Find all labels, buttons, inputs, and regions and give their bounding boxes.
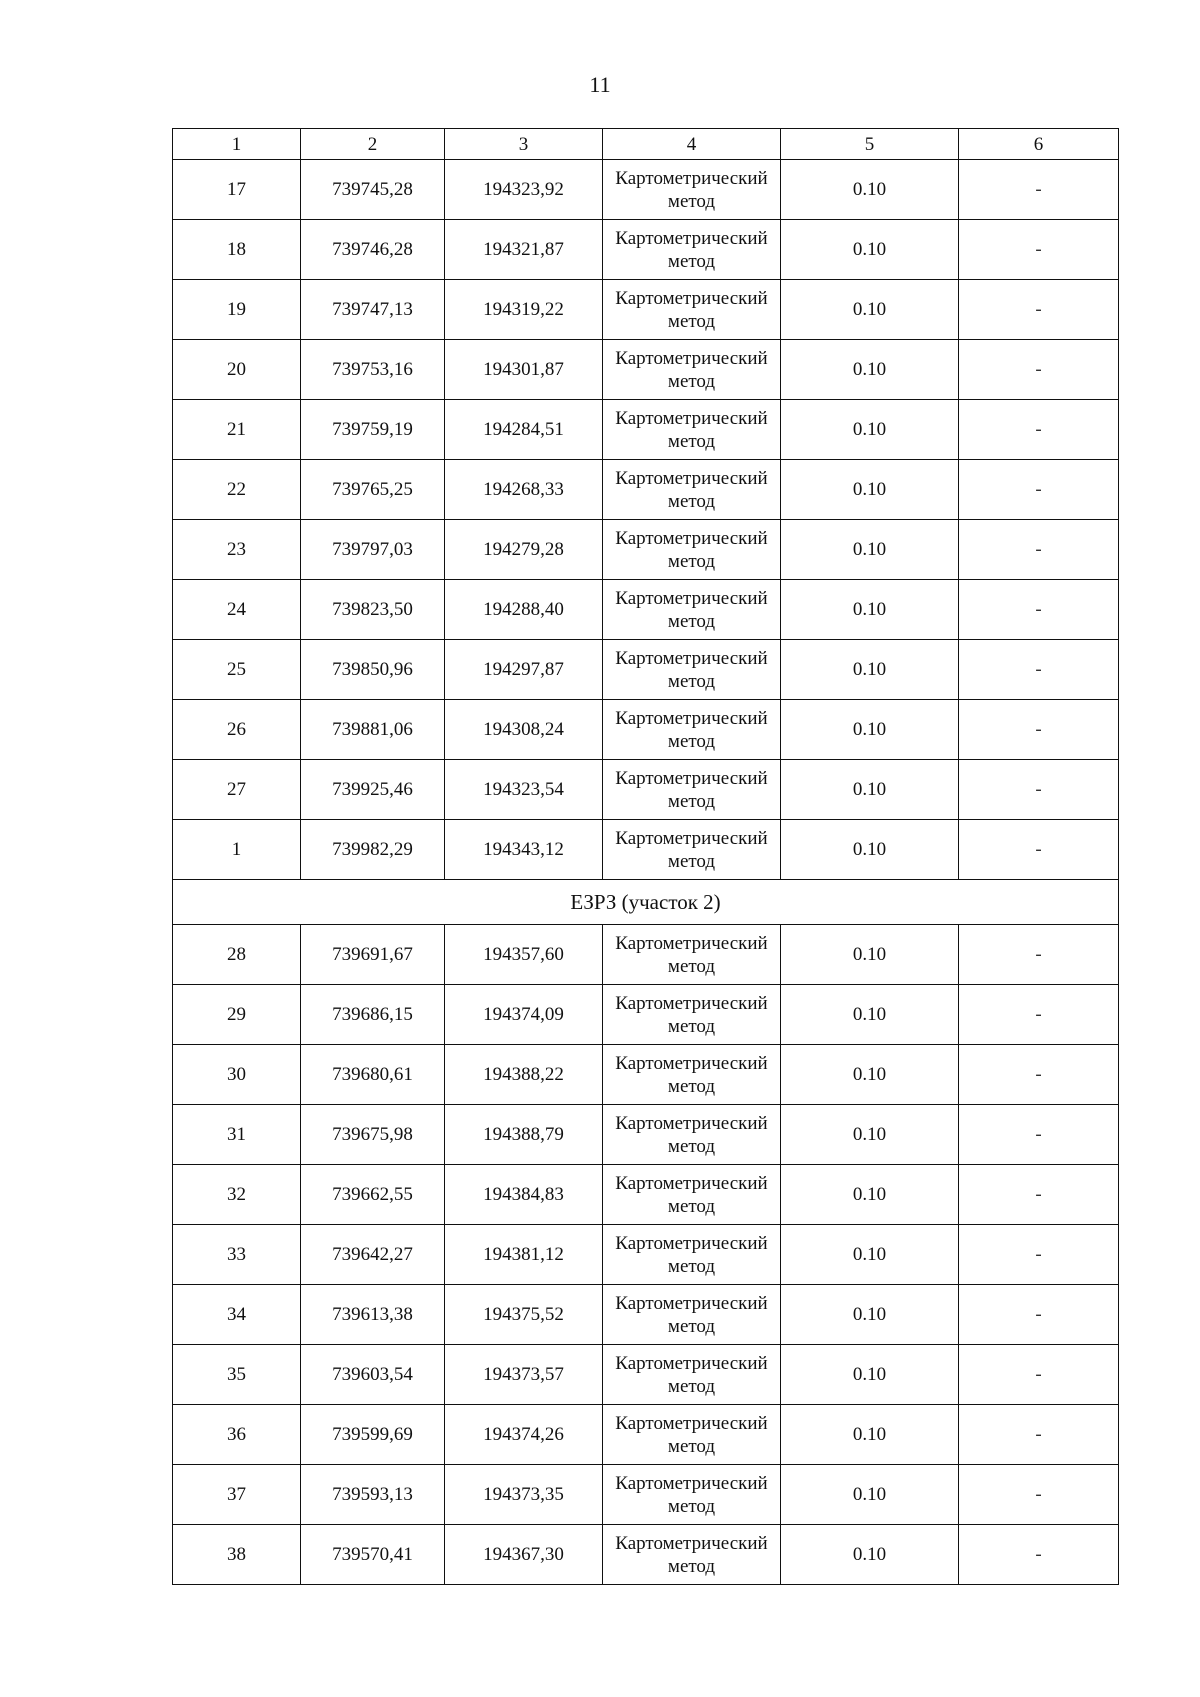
point-number-cell: 30 — [173, 1045, 301, 1105]
header-col-4: 4 — [603, 129, 781, 160]
note-cell: - — [959, 1285, 1119, 1345]
table-row — [173, 460, 1119, 520]
x-coordinate-cell: 739925,46 — [301, 760, 445, 820]
y-coordinate-cell: 194384,83 — [445, 1165, 603, 1225]
note-cell: - — [959, 925, 1119, 985]
y-coordinate-cell: 194319,22 — [445, 280, 603, 340]
accuracy-cell: 0.10 — [781, 220, 959, 280]
note-cell: - — [959, 1345, 1119, 1405]
y-coordinate-cell: 194374,09 — [445, 985, 603, 1045]
note-cell: - — [959, 340, 1119, 400]
point-number-cell: 26 — [173, 700, 301, 760]
accuracy-cell: 0.10 — [781, 1045, 959, 1105]
section-header — [173, 880, 1119, 925]
table-row — [173, 400, 1119, 460]
note-cell: - — [959, 520, 1119, 580]
table-row — [173, 1405, 1119, 1465]
note-cell: - — [959, 820, 1119, 880]
point-number-cell: 25 — [173, 640, 301, 700]
y-coordinate-cell: 194323,54 — [445, 760, 603, 820]
y-coordinate-cell: 194388,22 — [445, 1045, 603, 1105]
x-coordinate-cell: 739881,06 — [301, 700, 445, 760]
y-coordinate-cell: 194373,35 — [445, 1465, 603, 1525]
accuracy-cell: 0.10 — [781, 1285, 959, 1345]
point-number-cell: 35 — [173, 1345, 301, 1405]
y-coordinate-cell: 194388,79 — [445, 1105, 603, 1165]
point-number-cell: 24 — [173, 580, 301, 640]
note-cell: - — [959, 1225, 1119, 1285]
x-coordinate-cell: 739765,25 — [301, 460, 445, 520]
section-title: ЕЗРЗ (участок 2) — [173, 880, 1119, 925]
method-cell: Картометрический метод — [603, 985, 781, 1045]
accuracy-cell: 0.10 — [781, 1405, 959, 1465]
x-coordinate-cell: 739603,54 — [301, 1345, 445, 1405]
point-number-cell: 22 — [173, 460, 301, 520]
table-row — [173, 1525, 1119, 1585]
table-row — [173, 1465, 1119, 1525]
note-cell: - — [959, 400, 1119, 460]
table-row — [173, 1045, 1119, 1105]
page-number: 11 — [589, 72, 611, 97]
note-cell: - — [959, 1525, 1119, 1585]
x-coordinate-cell: 739982,29 — [301, 820, 445, 880]
x-coordinate-cell: 739747,13 — [301, 280, 445, 340]
y-coordinate-cell: 194288,40 — [445, 580, 603, 640]
method-cell: Картометрический метод — [603, 580, 781, 640]
table-row — [173, 640, 1119, 700]
note-cell: - — [959, 460, 1119, 520]
method-cell: Картометрический метод — [603, 640, 781, 700]
header-col-5: 5 — [781, 129, 959, 160]
table-row — [173, 985, 1119, 1045]
x-coordinate-cell: 739745,28 — [301, 160, 445, 220]
accuracy-cell: 0.10 — [781, 700, 959, 760]
table-row — [173, 580, 1119, 640]
accuracy-cell: 0.10 — [781, 640, 959, 700]
method-cell: Картометрический метод — [603, 280, 781, 340]
method-cell: Картометрический метод — [603, 1165, 781, 1225]
accuracy-cell: 0.10 — [781, 1105, 959, 1165]
accuracy-cell: 0.10 — [781, 1165, 959, 1225]
x-coordinate-cell: 739797,03 — [301, 520, 445, 580]
note-cell: - — [959, 640, 1119, 700]
header-col-3: 3 — [445, 129, 603, 160]
method-cell: Картометрический метод — [603, 760, 781, 820]
table-row — [173, 1345, 1119, 1405]
note-cell: - — [959, 1405, 1119, 1465]
point-number-cell: 33 — [173, 1225, 301, 1285]
x-coordinate-cell: 739759,19 — [301, 400, 445, 460]
method-cell: Картометрический метод — [603, 400, 781, 460]
header-col-6: 6 — [959, 129, 1119, 160]
point-number-cell: 21 — [173, 400, 301, 460]
point-number-cell: 38 — [173, 1525, 301, 1585]
accuracy-cell: 0.10 — [781, 160, 959, 220]
table-row — [173, 1105, 1119, 1165]
x-coordinate-cell: 739675,98 — [301, 1105, 445, 1165]
y-coordinate-cell: 194279,28 — [445, 520, 603, 580]
method-cell: Картометрический метод — [603, 1465, 781, 1525]
x-coordinate-cell: 739642,27 — [301, 1225, 445, 1285]
table-row — [173, 280, 1119, 340]
accuracy-cell: 0.10 — [781, 1525, 959, 1585]
y-coordinate-cell: 194367,30 — [445, 1525, 603, 1585]
x-coordinate-cell: 739753,16 — [301, 340, 445, 400]
section-row — [173, 880, 1119, 925]
note-cell: - — [959, 160, 1119, 220]
header-row — [173, 129, 1119, 160]
y-coordinate-cell: 194343,12 — [445, 820, 603, 880]
x-coordinate-cell: 739570,41 — [301, 1525, 445, 1585]
x-coordinate-cell: 739613,38 — [301, 1285, 445, 1345]
method-cell: Картометрический метод — [603, 1285, 781, 1345]
x-coordinate-cell: 739599,69 — [301, 1405, 445, 1465]
method-cell: Картометрический метод — [603, 1525, 781, 1585]
note-cell: - — [959, 580, 1119, 640]
y-coordinate-cell: 194357,60 — [445, 925, 603, 985]
note-cell: - — [959, 280, 1119, 340]
note-cell: - — [959, 1165, 1119, 1225]
note-cell: - — [959, 1465, 1119, 1525]
accuracy-cell: 0.10 — [781, 280, 959, 340]
accuracy-cell: 0.10 — [781, 1465, 959, 1525]
point-number-cell: 19 — [173, 280, 301, 340]
accuracy-cell: 0.10 — [781, 985, 959, 1045]
x-coordinate-cell: 739593,13 — [301, 1465, 445, 1525]
y-coordinate-cell: 194323,92 — [445, 160, 603, 220]
note-cell: - — [959, 1045, 1119, 1105]
y-coordinate-cell: 194268,33 — [445, 460, 603, 520]
point-number-cell: 1 — [173, 820, 301, 880]
table-row — [173, 340, 1119, 400]
table-body-block-1 — [173, 160, 1119, 880]
accuracy-cell: 0.10 — [781, 400, 959, 460]
note-cell: - — [959, 220, 1119, 280]
y-coordinate-cell: 194375,52 — [445, 1285, 603, 1345]
y-coordinate-cell: 194373,57 — [445, 1345, 603, 1405]
y-coordinate-cell: 194374,26 — [445, 1405, 603, 1465]
accuracy-cell: 0.10 — [781, 925, 959, 985]
point-number-cell: 18 — [173, 220, 301, 280]
note-cell: - — [959, 985, 1119, 1045]
accuracy-cell: 0.10 — [781, 1225, 959, 1285]
table-row — [173, 925, 1119, 985]
table-row — [173, 760, 1119, 820]
table-body-block-2 — [173, 925, 1119, 1585]
method-cell: Картометрический метод — [603, 340, 781, 400]
point-number-cell: 29 — [173, 985, 301, 1045]
method-cell: Картометрический метод — [603, 520, 781, 580]
point-number-cell: 34 — [173, 1285, 301, 1345]
table-row — [173, 1225, 1119, 1285]
point-number-cell: 20 — [173, 340, 301, 400]
method-cell: Картометрический метод — [603, 820, 781, 880]
x-coordinate-cell: 739691,67 — [301, 925, 445, 985]
method-cell: Картометрический метод — [603, 460, 781, 520]
y-coordinate-cell: 194301,87 — [445, 340, 603, 400]
y-coordinate-cell: 194284,51 — [445, 400, 603, 460]
point-number-cell: 31 — [173, 1105, 301, 1165]
point-number-cell: 23 — [173, 520, 301, 580]
method-cell: Картометрический метод — [603, 160, 781, 220]
method-cell: Картометрический метод — [603, 925, 781, 985]
table-header — [173, 129, 1119, 160]
header-col-1: 1 — [173, 129, 301, 160]
y-coordinate-cell: 194381,12 — [445, 1225, 603, 1285]
point-number-cell: 36 — [173, 1405, 301, 1465]
x-coordinate-cell: 739662,55 — [301, 1165, 445, 1225]
note-cell: - — [959, 760, 1119, 820]
note-cell: - — [959, 700, 1119, 760]
table-row — [173, 1285, 1119, 1345]
accuracy-cell: 0.10 — [781, 520, 959, 580]
method-cell: Картометрический метод — [603, 1345, 781, 1405]
x-coordinate-cell: 739823,50 — [301, 580, 445, 640]
note-cell: - — [959, 1105, 1119, 1165]
method-cell: Картометрический метод — [603, 1225, 781, 1285]
x-coordinate-cell: 739686,15 — [301, 985, 445, 1045]
accuracy-cell: 0.10 — [781, 460, 959, 520]
y-coordinate-cell: 194297,87 — [445, 640, 603, 700]
table-row — [173, 820, 1119, 880]
accuracy-cell: 0.10 — [781, 580, 959, 640]
y-coordinate-cell: 194321,87 — [445, 220, 603, 280]
point-number-cell: 28 — [173, 925, 301, 985]
x-coordinate-cell: 739746,28 — [301, 220, 445, 280]
table-row — [173, 700, 1119, 760]
accuracy-cell: 0.10 — [781, 760, 959, 820]
table-row — [173, 520, 1119, 580]
point-number-cell: 37 — [173, 1465, 301, 1525]
y-coordinate-cell: 194308,24 — [445, 700, 603, 760]
method-cell: Картометрический метод — [603, 1405, 781, 1465]
x-coordinate-cell: 739850,96 — [301, 640, 445, 700]
method-cell: Картометрический метод — [603, 1045, 781, 1105]
point-number-cell: 17 — [173, 160, 301, 220]
point-number-cell: 27 — [173, 760, 301, 820]
header-col-2: 2 — [301, 129, 445, 160]
table-row — [173, 220, 1119, 280]
accuracy-cell: 0.10 — [781, 340, 959, 400]
table-row — [173, 1165, 1119, 1225]
table-row — [173, 160, 1119, 220]
method-cell: Картометрический метод — [603, 1105, 781, 1165]
coordinates-table — [172, 128, 1119, 1585]
accuracy-cell: 0.10 — [781, 1345, 959, 1405]
x-coordinate-cell: 739680,61 — [301, 1045, 445, 1105]
method-cell: Картометрический метод — [603, 220, 781, 280]
point-number-cell: 32 — [173, 1165, 301, 1225]
accuracy-cell: 0.10 — [781, 820, 959, 880]
method-cell: Картометрический метод — [603, 700, 781, 760]
